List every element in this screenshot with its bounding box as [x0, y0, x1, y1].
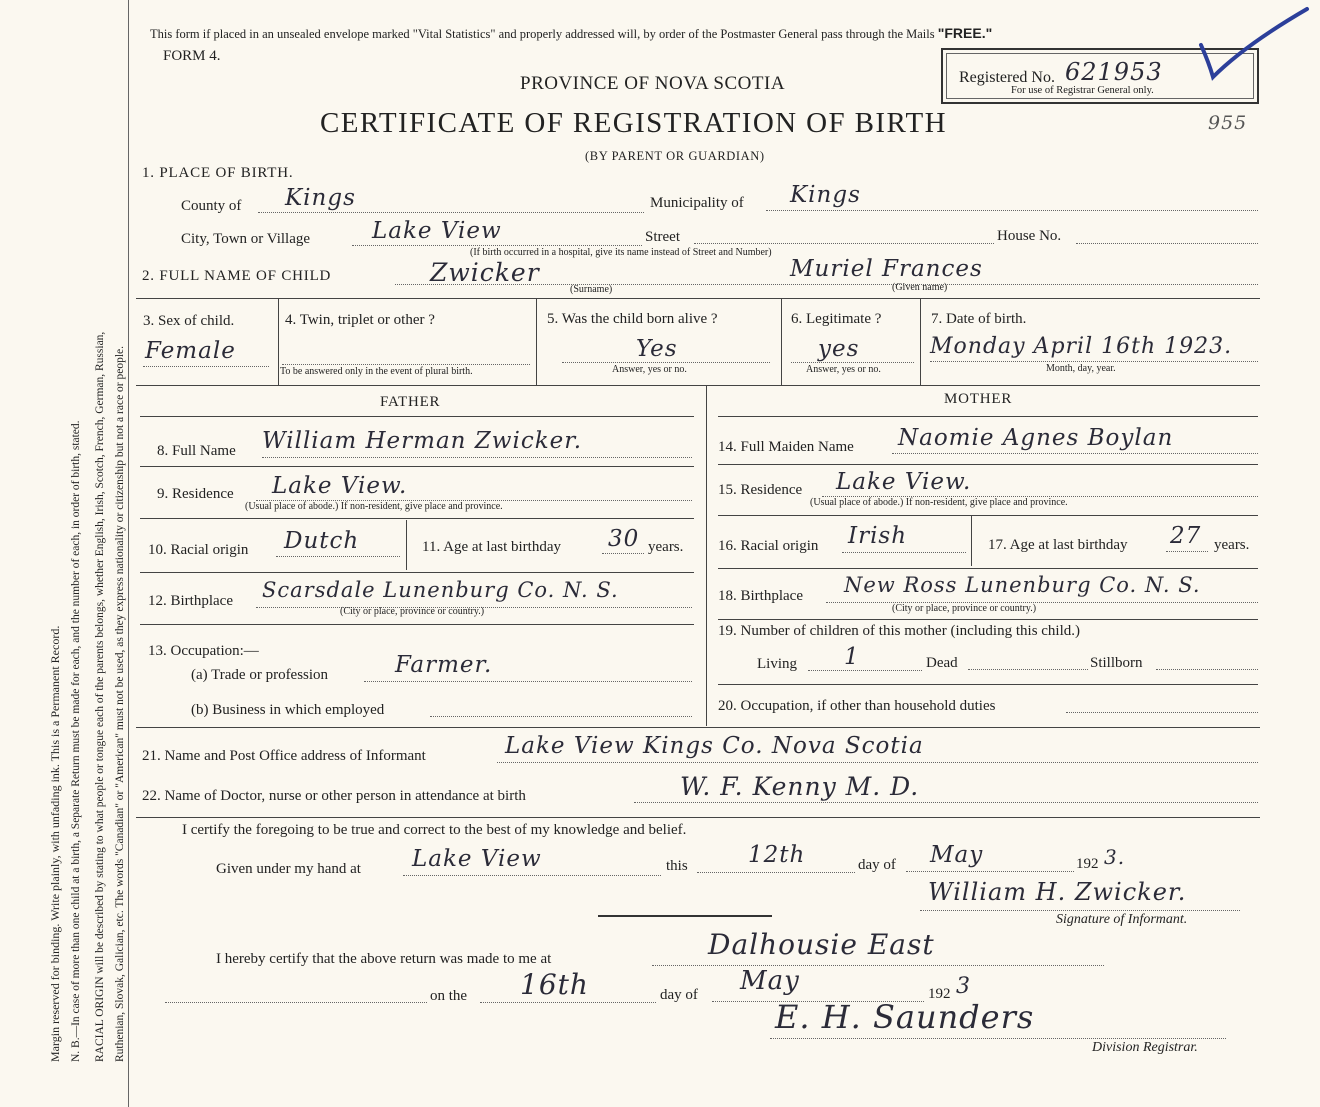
father-birthplace-value: Scarsdale Lunenburg Co. N. S.: [262, 578, 619, 602]
mother-residence-note: (Usual place of abode.) If non-resident, give place and province.: [810, 497, 1068, 508]
registrar-place-value: Dalhousie East: [708, 928, 935, 961]
registrar-month-value: May: [740, 966, 800, 996]
province-title: PROVINCE OF NOVA SCOTIA: [520, 73, 786, 94]
check-mark-icon: [1195, 5, 1315, 85]
dead-label: Dead: [926, 655, 958, 671]
alive-caption: Answer, yes or no.: [612, 364, 687, 375]
sex-label: 3. Sex of child.: [143, 313, 235, 329]
alive-label: 5. Was the child born alive ?: [547, 311, 718, 327]
margin-note-racial-origin-1: RACIAL ORIGIN will be described by stating to what people or tongue each of the parents belongs, whether English, Irish, Scotch, French, German, Russian,: [94, 331, 106, 1062]
registered-number: 621953: [1065, 58, 1163, 86]
certify-statement: I certify the foregoing to be true and correct to the best of my knowledge and belief.: [182, 822, 687, 838]
father-business-label: (b) Business in which employed: [191, 702, 385, 718]
father-age-label: 11. Age at last birthday: [422, 539, 561, 555]
mother-name-label: 14. Full Maiden Name: [718, 439, 854, 455]
mother-residence-value: Lake View.: [836, 469, 972, 495]
registrar-note: For use of Registrar General only.: [1011, 85, 1154, 96]
father-occupation-label: 13. Occupation:—: [148, 643, 259, 659]
informant-signature: William H. Zwicker.: [928, 878, 1187, 906]
mother-birthplace-value: New Ross Lunenburg Co. N. S.: [844, 573, 1201, 597]
certify-day-value: 12th: [748, 842, 806, 868]
margin-note-binding: Margin reserved for binding. Write plainly, with unfading ink. This is a Permanent Record.: [48, 625, 62, 1062]
registered-label: Registered No.: [959, 69, 1055, 86]
father-racial-label: 10. Racial origin: [148, 542, 249, 558]
stillborn-label: Stillborn: [1090, 655, 1143, 671]
county-label: County of: [181, 198, 242, 214]
twin-note: To be answered only in the event of plural birth.: [280, 366, 473, 377]
postal-note: This form if placed in an unsealed envelope marked "Vital Statistics" and properly addressed will, by order of the Postmaster General pass through the Mails "FREE.": [150, 25, 993, 41]
mother-birthplace-label: 18. Birthplace: [718, 588, 803, 604]
on-the-label: on the: [430, 988, 468, 1004]
father-residence-label: 9. Residence: [157, 486, 234, 502]
given-place-value: Lake View: [412, 846, 542, 872]
registrar-caption: Division Registrar.: [1092, 1040, 1198, 1055]
father-name-value: William Herman Zwicker.: [262, 428, 583, 454]
legitimate-value: yes: [818, 336, 860, 362]
father-racial-value: Dutch: [284, 528, 360, 554]
street-label: Street: [645, 229, 680, 245]
certify-year-prefix: 192: [1076, 856, 1099, 872]
certify-year-value: 3.: [1104, 845, 1126, 869]
alive-value: Yes: [636, 336, 678, 362]
certificate-title: CERTIFICATE OF REGISTRATION OF BIRTH: [320, 107, 947, 139]
registrar-year-prefix: 192: [928, 986, 951, 1002]
mother-racial-value: Irish: [848, 523, 908, 549]
mother-age-value: 27: [1170, 523, 1202, 549]
municipality-value: Kings: [790, 182, 861, 208]
father-age-unit: years.: [648, 539, 684, 555]
legitimate-caption: Answer, yes or no.: [806, 364, 881, 375]
mother-age-label: 17. Age at last birthday: [988, 537, 1128, 553]
mother-name-value: Naomie Agnes Boylan: [898, 425, 1174, 451]
this-label: this: [666, 858, 688, 874]
informant-value: Lake View Kings Co. Nova Scotia: [505, 733, 924, 759]
signature-caption: Signature of Informant.: [1056, 912, 1188, 927]
county-value: Kings: [285, 185, 356, 211]
registrar-signature: E. H. Saunders: [775, 998, 1035, 1036]
registrar-year-value: 3: [956, 974, 971, 999]
certify-day-of-label: day of: [858, 857, 896, 873]
divider-line: [598, 915, 772, 917]
twin-label: 4. Twin, triplet or other ?: [285, 312, 435, 328]
father-birthplace-label: 12. Birthplace: [148, 593, 233, 609]
registrar-statement: I hereby certify that the above return was made to me at: [216, 951, 552, 967]
given-caption: (Given name): [892, 282, 948, 293]
city-value: Lake View: [372, 218, 502, 244]
mother-occupation-label: 20. Occupation, if other than household duties: [718, 698, 996, 714]
father-name-label: 8. Full Name: [157, 443, 236, 459]
house-label: House No.: [997, 228, 1062, 244]
mother-racial-label: 16. Racial origin: [718, 538, 819, 554]
father-trade-label: (a) Trade or profession: [191, 667, 329, 683]
father-residence-note: (Usual place of abode.) If non-resident, give place and province.: [245, 501, 503, 512]
living-label: Living: [757, 656, 797, 672]
mother-age-unit: years.: [1214, 537, 1250, 553]
hospital-note: (If birth occurred in a hospital, give its name instead of Street and Number): [470, 247, 772, 258]
father-residence-value: Lake View.: [272, 473, 408, 499]
municipality-label: Municipality of: [650, 195, 744, 211]
mother-heading: MOTHER: [944, 391, 1013, 407]
sex-value: Female: [145, 338, 236, 364]
dob-value: Monday April 16th 1923.: [930, 334, 1233, 359]
father-birthplace-note: (City or place, province or country.): [340, 606, 485, 617]
margin-note-multiple-births: N. B.—In case of more than one child at a birth, a Separate Return must be made for each, and the number of each, in order of birth, stated.: [70, 420, 82, 1062]
child-name-label: 2. FULL NAME OF CHILD: [142, 268, 332, 284]
postal-free: "FREE.": [937, 25, 993, 41]
certify-month-value: May: [930, 842, 984, 868]
informant-label: 21. Name and Post Office address of Informant: [142, 748, 426, 764]
mother-birthplace-note: (City or place, province or country.): [892, 603, 1037, 614]
corner-number: 955: [1208, 112, 1248, 134]
dob-caption: Month, day, year.: [1046, 363, 1116, 374]
living-value: 1: [844, 644, 860, 670]
mother-residence-label: 15. Residence: [718, 482, 803, 498]
surname-caption: (Surname): [570, 284, 613, 295]
child-surname-value: Zwicker: [430, 258, 540, 287]
father-heading: FATHER: [380, 394, 441, 410]
margin-note-racial-origin-2: Ruthenian, Slovak, Galician, etc. The words "Canadian" or "American" must not be used, as they express nationality or citizenship but not a race or people.: [114, 345, 126, 1062]
dob-label: 7. Date of birth.: [931, 311, 1027, 327]
doctor-label: 22. Name of Doctor, nurse or other person in attendance at birth: [142, 788, 526, 804]
child-given-value: Muriel Frances: [790, 256, 983, 282]
certificate-subtitle: (BY PARENT OR GUARDIAN): [585, 149, 765, 163]
registrar-day-of-label: day of: [660, 987, 698, 1003]
father-trade-value: Farmer.: [395, 652, 493, 678]
binding-margin: [0, 0, 135, 1107]
place-heading: 1. PLACE OF BIRTH.: [142, 165, 294, 181]
margin-rule: [128, 0, 129, 1107]
father-age-value: 30: [608, 526, 640, 552]
mother-children-label: 19. Number of children of this mother (including this child.): [718, 623, 1081, 639]
form-number: FORM 4.: [163, 48, 221, 64]
registrar-day-value: 16th: [520, 968, 589, 1001]
city-label: City, Town or Village: [181, 231, 311, 247]
legitimate-label: 6. Legitimate ?: [791, 311, 882, 327]
doctor-value: W. F. Kenny M. D.: [680, 772, 920, 801]
given-under-label: Given under my hand at: [216, 861, 361, 877]
